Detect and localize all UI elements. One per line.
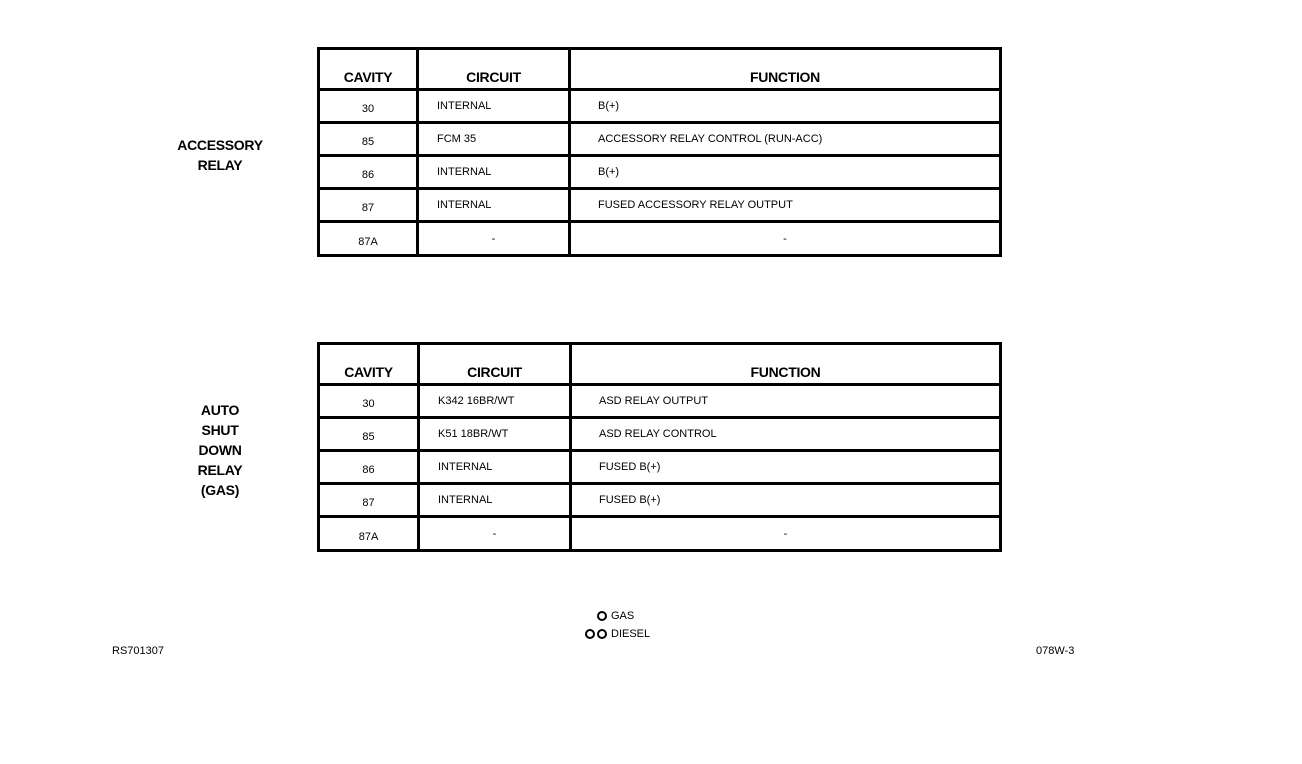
- cavity-cell: 30: [319, 385, 419, 418]
- function-cell: ACCESSORY RELAY CONTROL (RUN-ACC): [570, 123, 1001, 156]
- cavity-cell: 87: [319, 484, 419, 517]
- header-row: [319, 49, 1001, 90]
- relay-label-line: DOWN: [198, 442, 242, 458]
- circuit-cell: K51 18BR/WT: [419, 418, 571, 451]
- figure-code-right: 078W-3: [1036, 645, 1075, 657]
- circuit-cell: K342 16BR/WT: [419, 385, 571, 418]
- cavity-cell: 86: [319, 451, 419, 484]
- accessory-relay-table: [317, 47, 1002, 257]
- table-row: [319, 385, 1001, 418]
- function-cell: FUSED B(+): [571, 484, 1001, 517]
- circuit-cell: INTERNAL: [418, 90, 570, 123]
- circuit-cell: INTERNAL: [418, 156, 570, 189]
- legend-item-gas: [540, 607, 660, 625]
- cavity-cell: 87A: [319, 222, 418, 256]
- function-cell: -: [571, 517, 1001, 551]
- header-row: [319, 344, 1001, 385]
- relay-label-line: SHUT: [201, 422, 239, 438]
- circuit-cell: INTERNAL: [418, 189, 570, 222]
- cavity-header: CAVITY: [319, 49, 418, 90]
- engine-legend: [540, 607, 660, 643]
- double-circle-icon: [583, 629, 607, 639]
- table-row: [319, 222, 1001, 256]
- table-row: [319, 451, 1001, 484]
- cavity-cell: 85: [319, 418, 419, 451]
- circuit-header: CIRCUIT: [418, 49, 570, 90]
- function-header: FUNCTION: [570, 49, 1001, 90]
- relay-label-line: RELAY: [197, 462, 243, 478]
- circuit-header: CIRCUIT: [419, 344, 571, 385]
- relay-label-line: RELAY: [197, 157, 243, 173]
- cavity-cell: 30: [319, 90, 418, 123]
- asd-relay-table: [317, 342, 1002, 552]
- table-row: [319, 189, 1001, 222]
- figure-code-left: RS701307: [112, 645, 164, 657]
- function-cell: ASD RELAY CONTROL: [571, 418, 1001, 451]
- circuit-cell: -: [419, 517, 571, 551]
- circuit-cell: INTERNAL: [419, 484, 571, 517]
- function-cell: FUSED B(+): [571, 451, 1001, 484]
- cavity-header: CAVITY: [319, 344, 419, 385]
- function-cell: -: [570, 222, 1001, 256]
- circuit-cell: FCM 35: [418, 123, 570, 156]
- function-cell: B(+): [570, 90, 1001, 123]
- function-header: FUNCTION: [571, 344, 1001, 385]
- cavity-cell: 85: [319, 123, 418, 156]
- function-cell: B(+): [570, 156, 1001, 189]
- table-row: [319, 484, 1001, 517]
- legend-label: DIESEL: [611, 628, 651, 640]
- legend-item-diesel: [540, 625, 660, 643]
- table-row: [319, 123, 1001, 156]
- table-row: [319, 90, 1001, 123]
- relay-label-line: (GAS): [200, 482, 240, 498]
- single-circle-icon: [595, 611, 607, 621]
- circuit-cell: INTERNAL: [419, 451, 571, 484]
- cavity-cell: 86: [319, 156, 418, 189]
- asd-relay-label: [178, 400, 262, 500]
- table-row: [319, 517, 1001, 551]
- table-row: [319, 156, 1001, 189]
- cavity-cell: 87: [319, 189, 418, 222]
- relay-label-line: AUTO: [200, 402, 240, 418]
- accessory-relay-label: [168, 135, 272, 175]
- cavity-cell: 87A: [319, 517, 419, 551]
- table-row: [319, 418, 1001, 451]
- relay-label-line: ACCESSORY: [177, 137, 263, 153]
- legend-label: GAS: [611, 610, 635, 622]
- function-cell: FUSED ACCESSORY RELAY OUTPUT: [570, 189, 1001, 222]
- function-cell: ASD RELAY OUTPUT: [571, 385, 1001, 418]
- circuit-cell: -: [418, 222, 570, 256]
